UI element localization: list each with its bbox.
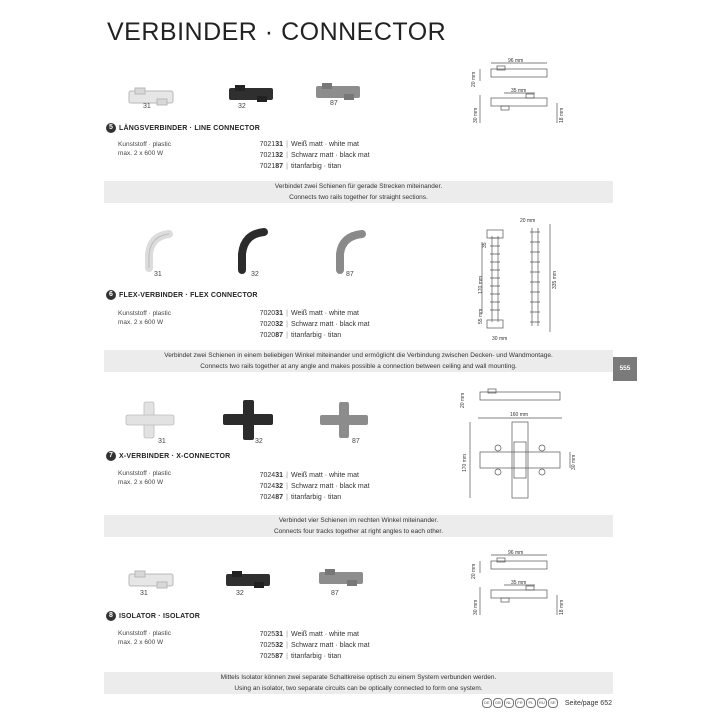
spec-block [118, 309, 171, 327]
product-label: 31 [158, 438, 166, 445]
rating-text: max. 2 x 600 W [118, 479, 164, 486]
spec-block [118, 140, 171, 158]
product-image-black [218, 396, 278, 444]
article-codes [245, 470, 370, 503]
code-prefix: 7025 [259, 642, 276, 649]
code-desc: Schwarz matt · black mat [291, 152, 370, 159]
code-suffix: 31 [275, 310, 283, 317]
code-suffix: 87 [275, 653, 283, 660]
code-prefix: 7021 [259, 163, 276, 170]
dim-label: 170 mm [462, 453, 468, 472]
technical-drawing [470, 214, 570, 344]
product-label: 31 [154, 271, 162, 278]
flag-icon: SE [548, 698, 558, 708]
dim-label: 30 mm [492, 336, 508, 342]
code-desc: Weiß matt · white mat [291, 310, 359, 317]
material-text: Kunststoff · plastic [118, 470, 171, 477]
section-description [104, 350, 613, 372]
dim-label: 20 mm [471, 71, 477, 87]
section-heading [106, 451, 230, 461]
material-text: Kunststoff · plastic [118, 310, 171, 317]
description-en: Connects four tracks together at right angles to each other. [273, 528, 444, 535]
code-desc: titanfarbig · titan [291, 163, 342, 170]
code-row: 702531 | Weiß matt · white mat [259, 631, 359, 638]
section-heading-text: LÄNGSVERBINDER · LINE CONNECTOR [119, 124, 261, 132]
product-label: 31 [143, 103, 151, 110]
description-de: Verbindet zwei Schienen für gerade Strecken miteinander. [274, 183, 443, 190]
product-image-black [225, 82, 280, 107]
code-suffix: 87 [275, 494, 283, 501]
section-description [104, 515, 613, 537]
code-prefix: 7021 [259, 152, 276, 159]
product-image-white [125, 568, 180, 593]
code-row: 702031 | Weiß matt · white mat [259, 310, 359, 317]
section-number: 8 [106, 611, 116, 621]
product-image-titan [314, 398, 374, 443]
dim-label: 35 mm [511, 580, 527, 586]
product-image-white [125, 85, 180, 110]
product-label: 87 [331, 590, 339, 597]
flag-icon: NL [504, 698, 514, 708]
product-image-white [135, 226, 180, 276]
page-reference[interactable]: Seite/page 652 [564, 699, 612, 707]
dim-label: 20 mm [460, 392, 466, 408]
code-desc: Weiß matt · white mat [291, 141, 359, 148]
description-de: Verbindet zwei Schienen in einem beliebigen Winkel miteinander und ermöglicht die Verbindung zwischen Decken- und Wandmontage. [164, 352, 553, 359]
product-label: 87 [352, 438, 360, 445]
code-suffix: 31 [275, 141, 283, 148]
dim-label: 30 mm [473, 107, 479, 123]
dim-label: 35 [482, 242, 488, 248]
code-prefix: 7020 [259, 321, 276, 328]
code-prefix: 7020 [259, 332, 276, 339]
product-label: 87 [330, 100, 338, 107]
code-desc: titanfarbig · titan [291, 332, 342, 339]
dim-label: 18 mm [559, 599, 565, 615]
flag-icon: FR [515, 698, 525, 708]
code-row: 702532 | Schwarz matt · black mat [259, 642, 370, 649]
rating-text: max. 2 x 600 W [118, 319, 164, 326]
code-desc: Weiß matt · white mat [291, 631, 359, 638]
technical-drawing [466, 547, 576, 622]
dim-label: 18 mm [559, 107, 565, 123]
product-label: 87 [346, 271, 354, 278]
section-heading [106, 611, 200, 621]
code-desc: Weiß matt · white mat [291, 472, 359, 479]
product-label: 32 [251, 271, 259, 278]
code-suffix: 31 [275, 472, 283, 479]
code-suffix: 32 [275, 321, 283, 328]
code-suffix: 87 [275, 332, 283, 339]
code-row: 702487 | titanfarbig · titan [259, 494, 342, 501]
dim-label: 170 mm [478, 275, 484, 294]
product-label: 31 [140, 590, 148, 597]
code-desc: titanfarbig · titan [291, 494, 342, 501]
section-heading [106, 123, 260, 133]
code-suffix: 87 [275, 163, 283, 170]
code-row: 702132 | Schwarz matt · black mat [259, 152, 370, 159]
dim-label: 35 mm [511, 88, 527, 94]
product-image-white [120, 398, 180, 443]
section-heading-text: ISOLATOR · ISOLATOR [119, 612, 201, 620]
flag-icon: PL [526, 698, 536, 708]
dim-label: 160 mm [510, 412, 529, 418]
flag-icon: RU [537, 698, 547, 708]
code-prefix: 7024 [259, 483, 276, 490]
section-number: 5 [106, 123, 116, 133]
dim-label: 335 mm [552, 270, 558, 289]
description-de: Verbindet vier Schienen im rechten Winkel miteinander. [278, 517, 439, 524]
code-suffix: 32 [275, 483, 283, 490]
spec-block [118, 469, 171, 487]
product-label: 32 [255, 438, 263, 445]
technical-drawing [458, 384, 578, 506]
code-row: 702587 | titanfarbig · titan [259, 653, 342, 660]
dim-label: 30 mm [473, 599, 479, 615]
section-description [104, 181, 613, 203]
section-number: 7 [106, 451, 116, 461]
code-row: 702087 | titanfarbig · titan [259, 332, 342, 339]
product-image-titan [312, 80, 367, 105]
material-text: Kunststoff · plastic [118, 141, 171, 148]
code-desc: Schwarz matt · black mat [291, 321, 370, 328]
page-title: VERBINDER · CONNECTOR [107, 18, 447, 46]
code-suffix: 32 [275, 152, 283, 159]
code-desc: titanfarbig · titan [291, 653, 342, 660]
product-image-titan [315, 566, 370, 591]
rating-text: max. 2 x 600 W [118, 639, 164, 646]
section-description [104, 672, 613, 694]
material-text: Kunststoff · plastic [118, 630, 171, 637]
dim-label: 96 mm [508, 58, 524, 64]
section-number: 6 [106, 290, 116, 300]
description-en: Using an isolator, two separate circuits can be optically connected to form one system. [234, 685, 483, 692]
dim-label: 96 mm [508, 550, 524, 556]
code-row: 702431 | Weiß matt · white mat [259, 472, 359, 479]
product-image-black [222, 568, 277, 593]
code-row: 702131 | Weiß matt · white mat [259, 141, 359, 148]
section-heading-text: X-VERBINDER · X-CONNECTOR [119, 452, 231, 460]
code-suffix: 31 [275, 631, 283, 638]
dim-label: 20 mm [520, 218, 536, 224]
dim-label: 55 mm [478, 308, 484, 324]
description-en: Connects two rails together for straight sections. [289, 194, 428, 201]
product-label: 32 [236, 590, 244, 597]
product-image-black [228, 224, 273, 276]
description-de: Mittels Isolator können zwei separate Schaltkreise optisch zu einem System verbunden werden. [220, 674, 497, 681]
spec-block [118, 629, 171, 647]
description-en: Connects two rails together at any angle and makes possible a connection between ceiling and wall mounting. [200, 363, 517, 370]
language-flags [482, 698, 559, 708]
page-footer [482, 698, 612, 708]
code-prefix: 7025 [259, 653, 276, 660]
article-codes [245, 308, 370, 341]
code-prefix: 7020 [259, 310, 276, 317]
article-codes [245, 629, 370, 662]
code-prefix: 7024 [259, 494, 276, 501]
product-image-titan [326, 224, 371, 276]
side-tab-page[interactable]: 555 [613, 357, 637, 381]
flag-icon: GB [493, 698, 503, 708]
code-suffix: 32 [275, 642, 283, 649]
code-prefix: 7025 [259, 631, 276, 638]
section-heading-text: FLEX-VERBINDER · FLEX CONNECTOR [119, 291, 258, 299]
code-prefix: 7021 [259, 141, 276, 148]
code-row: 702432 | Schwarz matt · black mat [259, 483, 370, 490]
dim-label: 20 mm [471, 563, 477, 579]
code-prefix: 7024 [259, 472, 276, 479]
code-desc: Schwarz matt · black mat [291, 642, 370, 649]
technical-drawing [466, 55, 576, 130]
code-desc: Schwarz matt · black mat [291, 483, 370, 490]
section-heading [106, 290, 258, 300]
product-label: 32 [238, 103, 246, 110]
rating-text: max. 2 x 600 W [118, 150, 164, 157]
article-codes [245, 139, 370, 172]
code-row: 702032 | Schwarz matt · black mat [259, 321, 370, 328]
flag-icon: DE [482, 698, 492, 708]
code-row: 702187 | titanfarbig · titan [259, 163, 342, 170]
dim-label: 30 mm [571, 454, 577, 470]
